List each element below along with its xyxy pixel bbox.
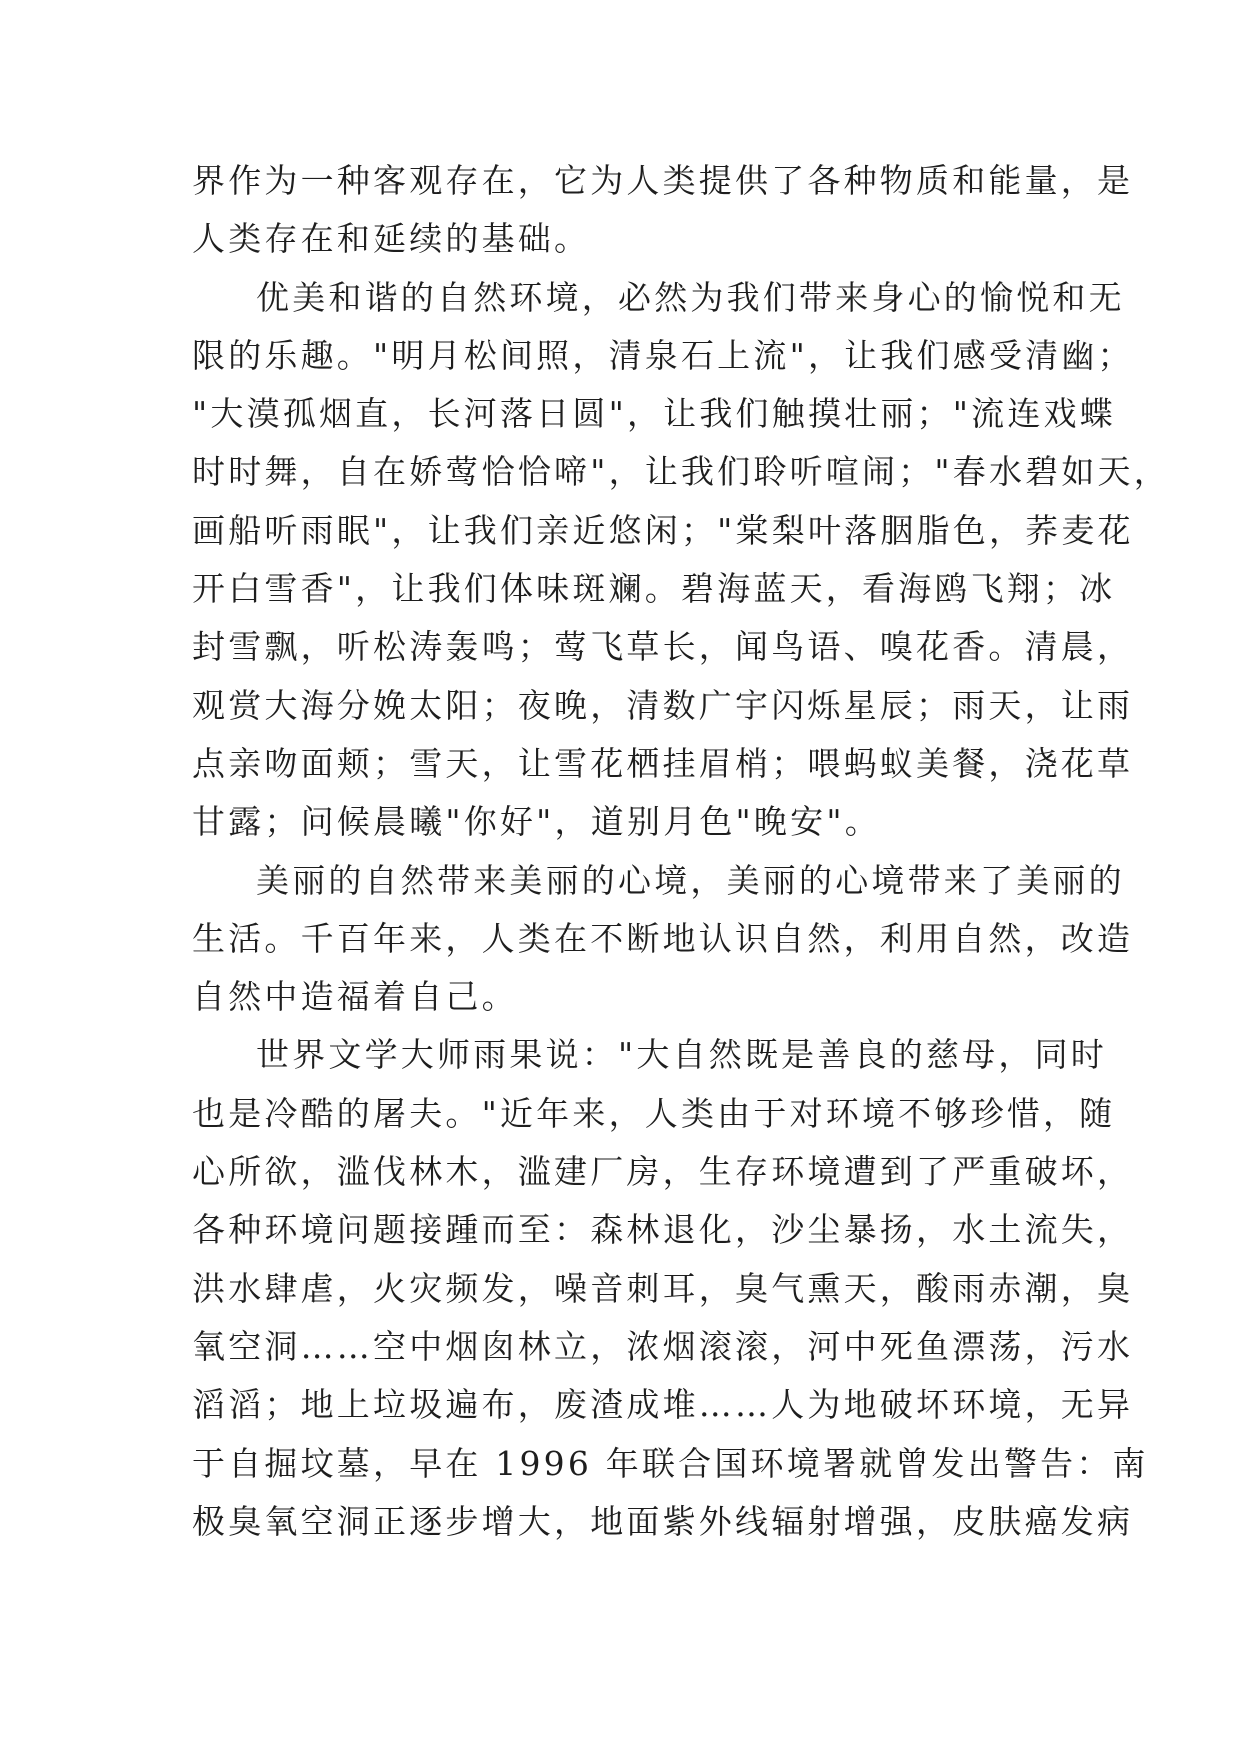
paragraph-start-line: 美丽的自然带来美丽的心境，美丽的心境带来了美丽的 bbox=[256, 860, 1125, 900]
text-line: 氧空洞……空中烟囱林立，浓烟滚滚，河中死鱼漂荡，污水 bbox=[192, 1326, 1134, 1366]
text-line: 开白雪香"，让我们体味斑斓。碧海蓝天，看海鸥飞翔；冰 bbox=[192, 569, 1116, 609]
text-line: 甘露；问候晨曦"你好"，道别月色"晚安"。 bbox=[192, 802, 881, 842]
text-line: 人类存在和延续的基础。 bbox=[192, 219, 591, 259]
text-line: 点亲吻面颊；雪天，让雪花栖挂眉梢；喂蚂蚁美餐，浇花草 bbox=[192, 743, 1134, 783]
text-line: 限的乐趣。"明月松间照，清泉石上流"，让我们感受清幽； bbox=[192, 335, 1134, 375]
paragraph-start-line: 优美和谐的自然环境，必然为我们带来身心的愉悦和无 bbox=[256, 277, 1125, 317]
text-line: 观赏大海分娩太阳；夜晚，清数广宇闪烁星辰；雨天，让雨 bbox=[192, 685, 1134, 725]
body-text bbox=[192, 152, 1170, 1551]
text-line: 滔滔；地上垃圾遍布，废渣成堆……人为地破坏环境，无异 bbox=[192, 1385, 1134, 1425]
text-line: 洪水肆虐，火灾频发，噪音刺耳，臭气熏天，酸雨赤潮，臭 bbox=[192, 1268, 1134, 1308]
text-line: 时时舞，自在娇莺恰恰啼"，让我们聆听喧闹；"春水碧如天， bbox=[192, 452, 1170, 492]
text-line: 生活。千百年来，人类在不断地认识自然，利用自然，改造 bbox=[192, 918, 1134, 958]
text-line: 画船听雨眠"，让我们亲近悠闲；"棠梨叶落胭脂色，荞麦花 bbox=[192, 510, 1134, 550]
text-line: 封雪飘，听松涛轰鸣；莺飞草长，闻鸟语、嗅花香。清晨， bbox=[192, 627, 1134, 667]
text-line: 极臭氧空洞正逐步增大，地面紫外线辐射增强，皮肤癌发病 bbox=[192, 1501, 1134, 1541]
text-line: "大漠孤烟直，长河落日圆"，让我们触摸壮丽；"流连戏蝶 bbox=[192, 394, 1116, 434]
text-line: 界作为一种客观存在，它为人类提供了各种物质和能量，是 bbox=[192, 161, 1134, 200]
text-line: 心所欲，滥伐林木，滥建厂房，生存环境遭到了严重破坏， bbox=[192, 1152, 1134, 1192]
text-line: 也是冷酷的屠夫。"近年来，人类由于对环境不够珍惜，随 bbox=[192, 1093, 1116, 1133]
paragraph-start-line: 世界文学大师雨果说："大自然既是善良的慈母，同时 bbox=[256, 1035, 1107, 1075]
text-line: 于自掘坟墓，早在 1996 年联合国环境署就曾发出警告：南 bbox=[192, 1443, 1149, 1483]
text-line: 自然中造福着自己。 bbox=[192, 977, 518, 1017]
text-line: 各种环境问题接踵而至：森林退化，沙尘暴扬，水土流失， bbox=[192, 1210, 1134, 1250]
